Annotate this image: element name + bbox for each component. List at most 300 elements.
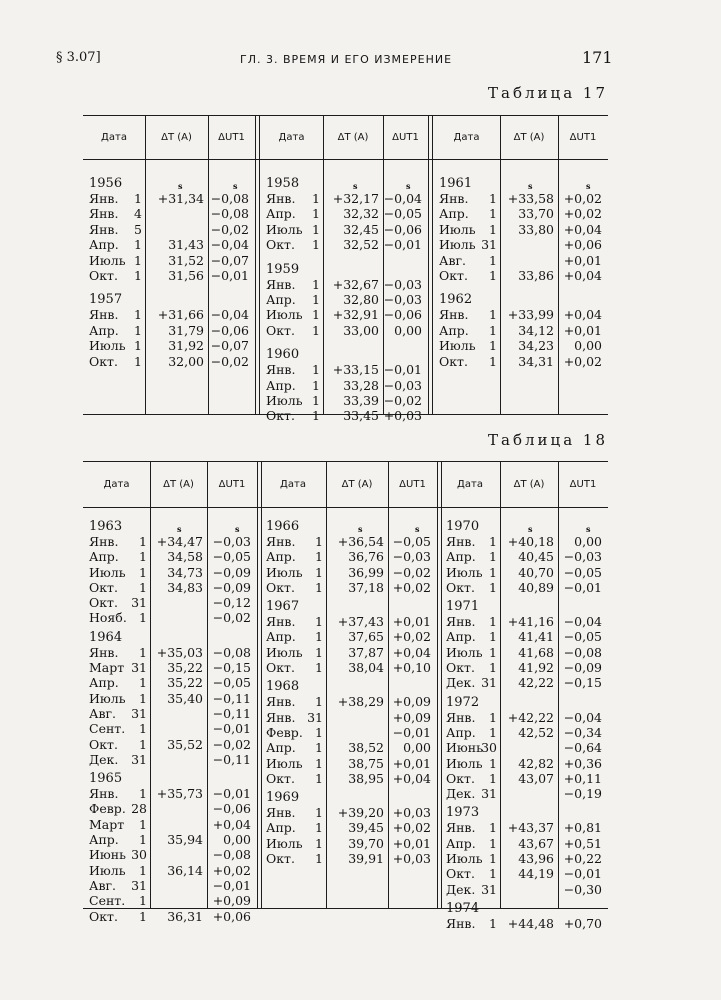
date-day: 1 [315,770,323,786]
table-row [446,660,604,675]
delta-t-value: 38,75 [348,755,384,771]
table-row [89,832,253,847]
table-row [89,595,253,610]
unit-seconds-mark: s [353,181,358,191]
table-row [266,694,433,709]
year-label: 1968 [266,679,300,695]
delta-t-value: 42,82 [518,755,554,771]
delta-t-value: 35,22 [167,675,203,691]
unit-seconds-mark: s [233,181,238,191]
table-row [89,645,253,660]
delta-t-value: 37,87 [348,644,384,660]
header-dt: ΔT (A) [513,479,545,490]
table-row [89,675,253,690]
date-month: Апр. [266,206,296,222]
delta-ut1-value: −0,04 [210,237,249,253]
table-row [266,614,433,629]
table-row [89,253,251,268]
date-month: Окт. [266,322,295,338]
delta-t-value: +33,99 [507,307,554,323]
delta-ut1-value: 0,00 [403,740,431,756]
delta-ut1-value: −0,02 [210,221,249,237]
date-month: Июнь [446,740,483,756]
delta-ut1-value: −0,01 [212,786,251,802]
date-day: 31 [307,709,323,725]
date-day: 1 [489,191,497,206]
delta-ut1-value: −0,02 [383,392,422,408]
delta-t-value: 40,70 [518,564,554,580]
delta-ut1-value: −0,01 [212,721,251,737]
delta-t-value: 43,67 [518,835,554,851]
table-row [89,691,253,706]
delta-ut1-value: −0,03 [212,534,251,549]
delta-t-value: +33,15 [332,362,379,378]
column-group-divider [255,116,260,414]
date-day: 1 [139,675,147,691]
delta-t-value: +33,58 [507,191,554,206]
delta-ut1-value: −0,08 [212,644,251,660]
unit-seconds-mark: s [178,181,183,191]
date-month: Янв. [446,534,476,549]
delta-t-value: 31,56 [168,267,204,283]
date-day: 1 [315,724,323,740]
year-label: 1967 [266,599,300,615]
date-day: 1 [134,353,142,369]
delta-ut1-value: −0,09 [212,579,251,595]
unit-seconds-mark: s [235,524,240,534]
delta-ut1-value: +0,01 [563,252,602,268]
delta-t-value: +32,91 [332,307,379,323]
year-label: 1962 [439,292,473,308]
delta-ut1-value: −0,01 [383,237,422,253]
year-label: 1970 [446,519,480,534]
header-dt: ΔT (A) [163,479,194,490]
delta-ut1-value: +0,70 [563,915,602,931]
date-month: Дек. [89,751,119,767]
date-month: Янв. [89,534,119,549]
delta-ut1-value: +0,51 [563,835,602,851]
delta-t-value: 33,80 [518,221,554,237]
date-month: Окт. [439,267,468,283]
column-group [89,519,253,924]
table-row [266,393,424,408]
delta-t-value: +36,54 [337,534,384,549]
date-day: 1 [315,694,323,710]
table-row [89,268,251,283]
delta-t-value: 31,43 [168,237,204,253]
delta-t-value: 34,73 [167,564,203,580]
date-day: 1 [139,721,147,737]
delta-ut1-value: −0,02 [392,564,431,580]
header-dt: ΔT (A) [513,132,545,143]
delta-ut1-value: +0,10 [392,660,431,676]
date-month: Сент. [89,893,126,909]
section-reference: § 3.07] [56,50,101,65]
date-month: Окт. [89,736,118,752]
delta-t-value: 35,40 [167,690,203,706]
table-row [266,771,433,786]
delta-ut1-value: −0,01 [563,579,602,595]
date-day: 1 [139,534,147,549]
delta-ut1-value: −0,08 [563,644,602,660]
date-month: Янв. [89,206,119,222]
date-month: Апр. [89,832,119,848]
delta-ut1-value: +0,36 [563,755,602,771]
delta-ut1-value: −0,01 [212,877,251,893]
delta-ut1-value: +0,09 [392,709,431,725]
delta-t-value: +40,18 [507,534,554,549]
date-day: 31 [131,705,147,721]
date-month: Июль [89,252,126,268]
date-month: Окт. [89,579,118,595]
table-row [446,740,604,755]
date-day: 1 [315,644,323,660]
delta-t-value: 34,31 [518,353,554,369]
delta-t-value: 40,89 [518,579,554,595]
header-date: Дата [103,479,130,490]
delta-t-value: 41,41 [518,629,554,645]
date-day: 1 [139,862,147,878]
unit-seconds-mark: s [406,181,411,191]
table-row [446,866,604,881]
date-month: Апр. [266,549,296,565]
delta-t-value: 41,68 [518,644,554,660]
date-day: 1 [489,206,497,222]
date-month: Июль [266,564,303,580]
table-row [446,645,604,660]
table-row [89,737,253,752]
table-row [266,756,433,771]
table-row [89,222,251,237]
date-month: Июль [89,862,126,878]
delta-ut1-value: +0,09 [392,694,431,710]
header-dt: ΔT (A) [161,132,192,143]
table-row [266,629,433,644]
delta-ut1-value: +0,01 [392,835,431,851]
date-day: 1 [134,237,142,253]
header-ut: ΔUT1 [569,479,597,490]
delta-t-value: 42,22 [518,675,554,691]
table-row [439,354,604,369]
date-month: Апр. [266,740,296,756]
delta-ut1-value: −0,03 [383,276,422,292]
date-month: Окт. [266,851,295,867]
delta-ut1-value: −0,11 [212,690,251,706]
delta-t-value: +41,16 [507,614,554,630]
delta-t-value: 32,32 [343,206,379,222]
date-month: Апр. [89,549,119,565]
delta-ut1-value: −0,03 [392,549,431,565]
delta-ut1-value: +0,02 [392,579,431,595]
delta-ut1-value: −0,01 [392,724,431,740]
delta-ut1-value: −0,02 [212,610,251,626]
delta-ut1-value: −0,08 [210,191,249,206]
table-18-caption: Таблица 18 [488,431,608,449]
table-row [266,222,424,237]
date-month: Апр. [266,377,296,393]
delta-t-value: +35,73 [156,786,203,802]
year-label: 1958 [266,176,300,191]
delta-t-value: +37,43 [337,614,384,630]
table-row [439,222,604,237]
delta-t-value: 38,52 [348,740,384,756]
date-month: Июль [439,237,476,253]
date-day: 1 [489,579,497,595]
date-month: Окт. [89,267,118,283]
delta-ut1-value: −0,19 [563,786,602,802]
delta-t-value: +38,29 [337,694,384,710]
delta-ut1-value: +0,01 [563,322,602,338]
date-month: Янв. [266,191,296,206]
year-label: 1956 [89,176,123,191]
date-day: 30 [131,847,147,863]
date-day: 1 [139,579,147,595]
table-row [446,675,604,690]
date-day: 1 [312,322,320,338]
date-month: Апр. [89,322,119,338]
delta-ut1-value: −0,12 [212,595,251,611]
delta-t-value: 35,94 [167,832,203,848]
table-row [439,206,604,221]
table-row [266,206,424,221]
date-day: 1 [489,267,497,283]
date-day: 1 [312,276,320,292]
date-day: 5 [134,221,142,237]
delta-ut1-value: 0,00 [394,322,422,338]
unit-seconds-mark: s [586,181,591,191]
date-month: Июнь [89,847,126,863]
delta-t-value: 32,52 [343,237,379,253]
date-day: 1 [139,610,147,626]
date-day: 1 [489,755,497,771]
date-month: Июль [266,392,303,408]
delta-ut1-value: +0,04 [563,221,602,237]
year-label: 1966 [266,519,300,534]
header-date: Дата [278,132,305,143]
delta-ut1-value: +0,02 [563,191,602,206]
column-group-divider [257,462,262,908]
unit-seconds-mark: s [528,181,533,191]
delta-t-value: 42,52 [518,724,554,740]
date-day: 31 [131,877,147,893]
delta-ut1-value: −0,04 [383,191,422,206]
date-month: Июль [439,221,476,237]
header-ut: ΔUT1 [392,132,419,143]
delta-t-value: 33,00 [343,322,379,338]
delta-ut1-value: +0,06 [563,237,602,253]
date-day: 1 [312,377,320,393]
date-day: 1 [489,820,497,836]
delta-ut1-value: −0,08 [210,206,249,222]
date-day: 1 [312,191,320,206]
delta-ut1-value: +0,01 [392,755,431,771]
year-label: 1961 [439,176,473,191]
delta-t-value: +32,67 [332,276,379,292]
delta-t-value: 33,70 [518,206,554,222]
date-month: Июль [266,755,303,771]
delta-t-value: 32,45 [343,221,379,237]
table-row [266,378,424,393]
table-row [266,580,433,595]
table-row [446,756,604,771]
date-day: 4 [134,206,142,222]
table-row [89,565,253,580]
table-row [446,580,604,595]
date-month: Янв. [89,307,119,323]
date-day: 1 [139,893,147,909]
date-month: Янв. [446,915,476,931]
header-dt: ΔT (A) [337,132,369,143]
table-row [439,307,604,322]
date-month: Июль [266,221,303,237]
delta-t-value: +35,03 [156,644,203,660]
date-day: 1 [134,267,142,283]
date-day: 1 [489,835,497,851]
delta-t-value: 34,83 [167,579,203,595]
date-month: Апр. [439,206,469,222]
delta-t-value: 39,70 [348,835,384,851]
delta-ut1-value: +0,04 [563,267,602,283]
delta-ut1-value: −0,64 [563,740,602,756]
date-month: Февр. [266,724,303,740]
table-row [89,706,253,721]
delta-ut1-value: −0,07 [210,338,249,354]
date-month: Июль [266,307,303,323]
date-day: 1 [489,660,497,676]
date-month: Апр. [446,724,476,740]
date-month: Апр. [89,237,119,253]
date-day: 1 [315,820,323,836]
delta-ut1-value: −0,03 [383,291,422,307]
date-day: 1 [315,740,323,756]
delta-t-value: 38,04 [348,660,384,676]
date-day: 31 [481,237,497,253]
date-day: 1 [315,534,323,549]
year-label: 1965 [89,771,123,787]
delta-ut1-value: +0,11 [563,770,602,786]
table-row [266,323,424,338]
date-month: Июль [446,755,483,771]
date-month: Нояб. [89,610,127,626]
date-month: Дек. [446,881,476,897]
delta-t-value: 32,00 [168,353,204,369]
date-day: 1 [139,564,147,580]
date-month: Янв. [266,362,296,378]
table-row [89,323,251,338]
year-label: 1969 [266,790,300,806]
table-row [89,801,253,816]
delta-ut1-value: −0,05 [563,564,602,580]
date-day: 1 [489,322,497,338]
date-day: 1 [489,709,497,725]
delta-ut1-value: −0,05 [392,534,431,549]
date-month: Янв. [446,614,476,630]
delta-ut1-value: +0,01 [392,614,431,630]
header-date: Дата [453,132,480,143]
table-row [266,660,433,675]
date-month: Янв. [266,534,296,549]
delta-t-value: 35,52 [167,736,203,752]
date-day: 1 [315,851,323,867]
delta-ut1-value: −0,06 [210,322,249,338]
column-group [266,519,433,866]
delta-ut1-value: −0,05 [212,675,251,691]
table-row [446,710,604,725]
date-day: 31 [131,660,147,676]
delta-ut1-value: 0,00 [574,338,602,354]
year-label: 1964 [89,629,123,645]
table-row [446,882,604,897]
header-ut: ΔUT1 [218,132,245,143]
date-month: Июль [446,564,483,580]
date-month: Июль [89,338,126,354]
delta-t-value: 37,18 [348,579,384,595]
page-number: 171 [582,48,613,67]
date-month: Апр. [439,322,469,338]
table-row [89,752,253,767]
delta-ut1-value: +0,02 [563,206,602,222]
delta-t-value: 36,99 [348,564,384,580]
delta-t-value: 39,91 [348,851,384,867]
unit-seconds-mark: s [358,524,363,534]
delta-ut1-value: +0,09 [212,893,251,909]
date-month: Сент. [89,721,126,737]
date-day: 1 [489,564,497,580]
delta-ut1-value: −0,11 [212,705,251,721]
delta-t-value: 33,39 [343,392,379,408]
date-month: Янв. [89,221,119,237]
date-month: Янв. [266,709,296,725]
date-day: 1 [489,221,497,237]
table-row [446,614,604,629]
delta-ut1-value: −0,01 [563,866,602,882]
table-row [446,786,604,801]
delta-t-value: 43,07 [518,770,554,786]
delta-ut1-value: −0,04 [563,614,602,630]
table-row [266,362,424,377]
date-month: Окт. [446,579,475,595]
year-label: 1974 [446,900,480,916]
delta-t-value: +31,34 [157,191,204,206]
delta-ut1-value: +0,06 [212,908,251,924]
date-day: 1 [312,307,320,323]
header-date: Дата [457,479,483,490]
delta-ut1-value: +0,02 [392,629,431,645]
table-row [446,916,604,931]
date-day: 1 [312,392,320,408]
date-month: Авг. [439,252,467,268]
date-month: Апр. [266,820,296,836]
table-row [89,660,253,675]
table-row [266,710,433,725]
delta-t-value: 35,22 [167,660,203,676]
date-day: 1 [315,755,323,771]
delta-ut1-value: +0,02 [212,862,251,878]
unit-seconds-mark: s [528,524,533,534]
date-day: 1 [489,353,497,369]
table-row [266,836,433,851]
table-row [89,878,253,893]
date-month: Апр. [266,291,296,307]
date-month: Июль [446,851,483,867]
header-ut: ΔUT1 [399,479,426,490]
date-day: 1 [489,252,497,268]
date-day: 1 [315,549,323,565]
year-label: 1972 [446,694,480,710]
delta-ut1-value: −0,03 [563,549,602,565]
table-row [266,237,424,252]
year-label: 1973 [446,805,480,821]
